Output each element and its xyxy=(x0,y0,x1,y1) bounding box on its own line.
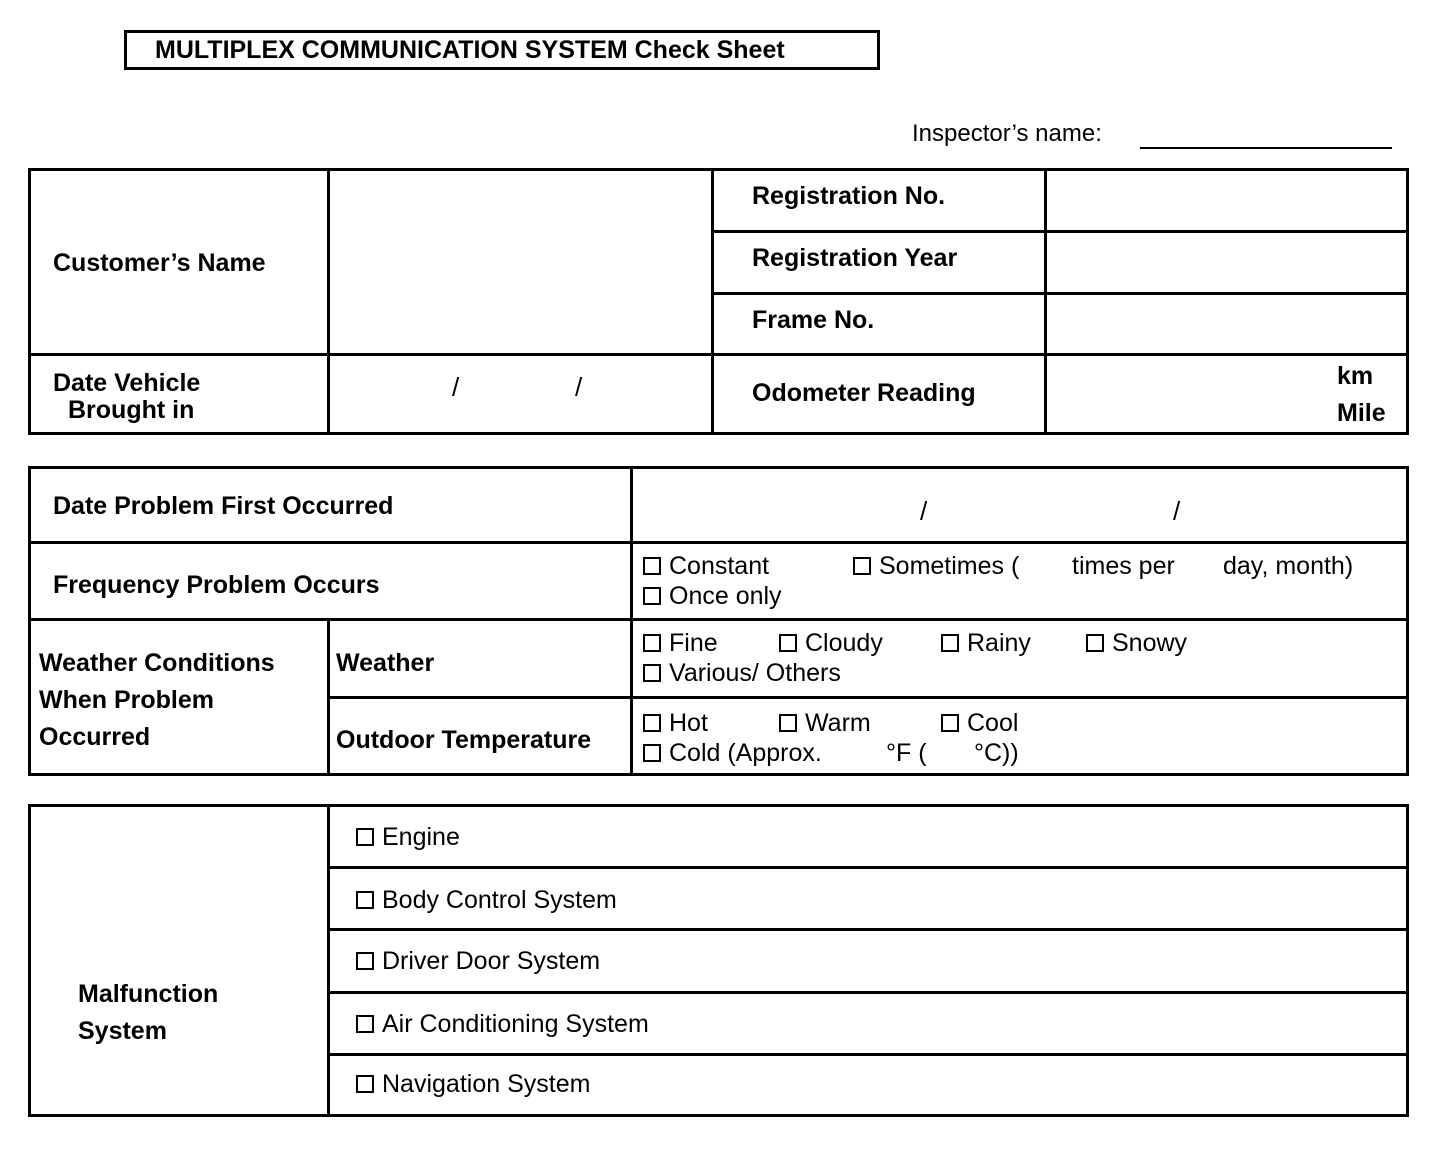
temperature-cool-option[interactable] xyxy=(941,708,1018,738)
option-label: Once only xyxy=(669,582,782,610)
frequency-label: Frequency Problem Occurs xyxy=(53,571,380,599)
option-label: Rainy xyxy=(967,629,1031,657)
page-title xyxy=(124,30,880,70)
system-navigation-option[interactable] xyxy=(356,1069,590,1099)
frequency-constant-option[interactable] xyxy=(643,551,769,581)
unit-km: km xyxy=(1337,362,1374,390)
checkbox[interactable] xyxy=(1086,634,1104,652)
malfunction-system-table xyxy=(28,804,1409,1117)
checkbox[interactable] xyxy=(643,664,661,682)
weather-group-label-line1: Weather Conditions xyxy=(39,649,275,677)
option-label: Air Conditioning System xyxy=(382,1010,649,1038)
weather-cloudy-option[interactable] xyxy=(779,628,883,658)
inspector-name-field[interactable] xyxy=(1140,147,1392,149)
weather-rainy-option[interactable] xyxy=(941,628,1031,658)
checkbox[interactable] xyxy=(853,557,871,575)
checkbox[interactable] xyxy=(356,828,374,846)
frequency-sometimes-option[interactable] xyxy=(853,551,1019,581)
checkbox[interactable] xyxy=(779,634,797,652)
date-brought-in-label-line2: Brought in xyxy=(68,396,195,424)
times-per-text: times per xyxy=(1072,552,1175,580)
checkbox[interactable] xyxy=(356,1075,374,1093)
temperature-hot-option[interactable] xyxy=(643,708,708,738)
degree-f-text: °F ( xyxy=(886,739,927,767)
customer-name-field[interactable] xyxy=(331,172,709,352)
date-separator: / xyxy=(452,372,460,402)
checkbox[interactable] xyxy=(356,1015,374,1033)
system-engine-option[interactable] xyxy=(356,822,460,852)
weather-group-label-line3: Occurred xyxy=(39,723,151,751)
date-separator: / xyxy=(920,496,928,526)
frame-no-field[interactable] xyxy=(1048,296,1406,352)
weather-label: Weather xyxy=(336,649,435,677)
checkbox[interactable] xyxy=(643,744,661,762)
weather-snowy-option[interactable] xyxy=(1086,628,1187,658)
checkbox[interactable] xyxy=(643,587,661,605)
checkbox[interactable] xyxy=(643,714,661,732)
option-label: Engine xyxy=(382,823,460,851)
degree-c-text: °C)) xyxy=(974,739,1019,767)
system-air-conditioning-option[interactable] xyxy=(356,1009,649,1039)
registration-year-field[interactable] xyxy=(1048,234,1406,291)
weather-fine-option[interactable] xyxy=(643,628,718,658)
frequency-once-only-option[interactable] xyxy=(643,581,782,611)
checkbox[interactable] xyxy=(941,714,959,732)
temperature-cold-option[interactable] xyxy=(643,738,822,768)
registration-year-label: Registration Year xyxy=(752,244,958,272)
system-body-control-option[interactable] xyxy=(356,885,617,915)
outdoor-temperature-label: Outdoor Temperature xyxy=(336,726,592,754)
checkbox[interactable] xyxy=(356,952,374,970)
malfunction-label-line1: Malfunction xyxy=(78,980,219,1008)
option-label: Navigation System xyxy=(382,1070,591,1098)
option-label: Constant xyxy=(669,552,770,580)
option-label: Fine xyxy=(669,629,718,657)
date-separator: / xyxy=(1173,496,1181,526)
weather-group-label-line2: When Problem xyxy=(39,686,215,714)
customer-name-label: Customer’s Name xyxy=(53,249,266,277)
checkbox[interactable] xyxy=(356,891,374,909)
unit-mile: Mile xyxy=(1337,399,1386,427)
option-label: Cloudy xyxy=(805,629,883,657)
option-label: Snowy xyxy=(1112,629,1188,657)
option-label: Cold (Approx. xyxy=(669,739,822,767)
system-driver-door-option[interactable] xyxy=(356,946,600,976)
frame-no-label: Frame No. xyxy=(752,306,875,334)
option-label: Hot xyxy=(669,709,708,737)
checkbox[interactable] xyxy=(941,634,959,652)
checkbox[interactable] xyxy=(643,557,661,575)
option-label: Various/ Others xyxy=(669,659,841,687)
option-label: Cool xyxy=(967,709,1019,737)
date-first-occurred-label: Date Problem First Occurred xyxy=(53,492,394,520)
temperature-warm-option[interactable] xyxy=(779,708,871,738)
odometer-label: Odometer Reading xyxy=(752,379,976,407)
option-label: Sometimes ( xyxy=(879,552,1020,580)
inspector-label: Inspector’s name: xyxy=(912,120,1102,147)
checkbox[interactable] xyxy=(779,714,797,732)
malfunction-label-line2: System xyxy=(78,1017,167,1045)
date-brought-in-label-line1: Date Vehicle xyxy=(53,369,201,397)
weather-various-option[interactable] xyxy=(643,658,841,688)
registration-no-field[interactable] xyxy=(1048,172,1406,229)
option-label: Warm xyxy=(805,709,871,737)
day-month-text: day, month) xyxy=(1223,552,1354,580)
option-label: Body Control System xyxy=(382,886,617,914)
page-title-text: MULTIPLEX COMMUNICATION SYSTEM Check Sheet xyxy=(155,35,785,64)
checkbox[interactable] xyxy=(643,634,661,652)
date-separator: / xyxy=(575,372,583,402)
option-label: Driver Door System xyxy=(382,947,601,975)
registration-no-label: Registration No. xyxy=(752,182,946,210)
